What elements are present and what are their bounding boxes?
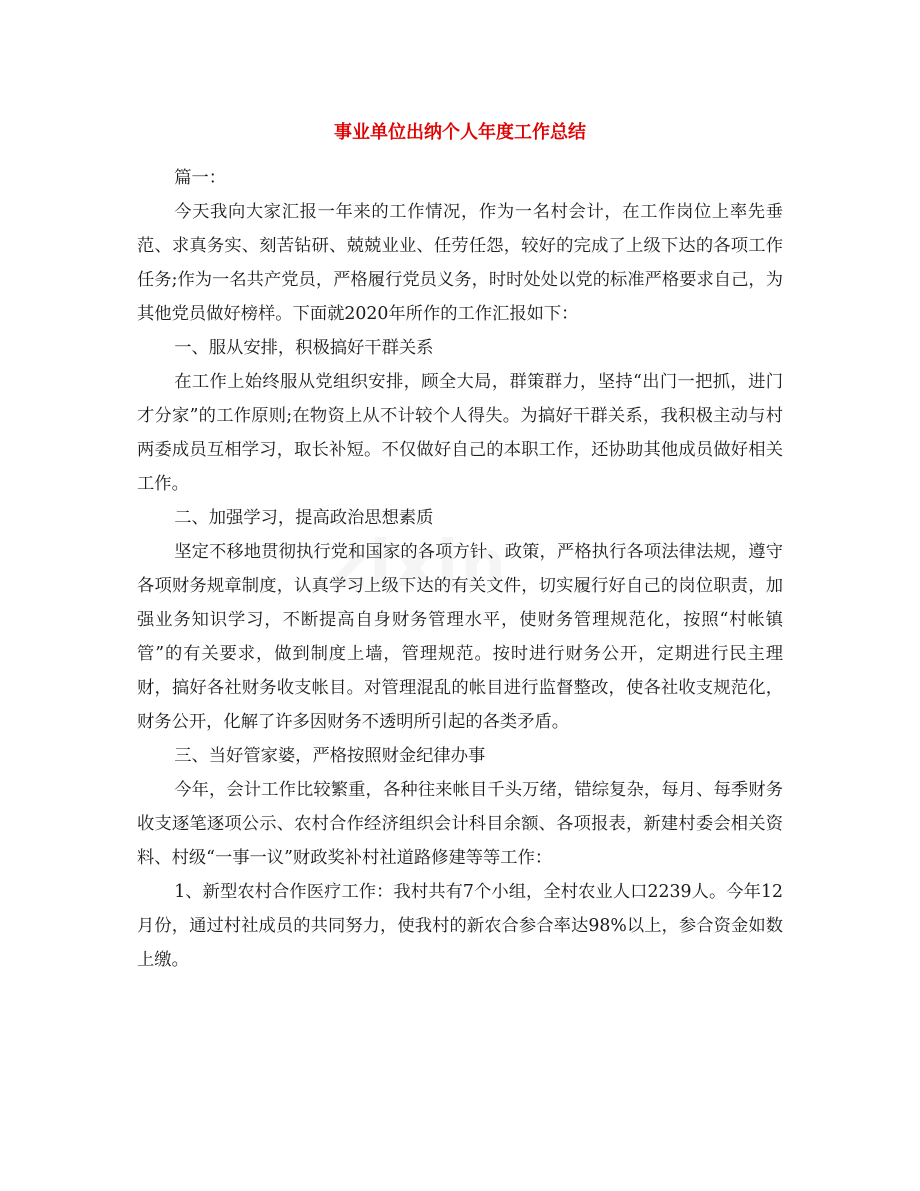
section-heading-3: 三、当好管家婆，严格按照财金纪律办事 [174, 746, 486, 766]
paragraph-section-1: 在工作上始终服从党组织安排，顾全大局，群策群力，坚持“出门一把抓，进门才分家”的工作原则;在物资上从不计较个人得失。为搞好干群关系，我积极主动与村两委成员互相学习，取长补短。不仅做好自己的本职工作，还协助其他成员做好相关工作。 [137, 372, 783, 494]
paragraph-heading-part-one: 篇一： [174, 168, 227, 188]
document-title: 事业单位出纳个人年度工作总结 [334, 122, 586, 143]
document-body [137, 161, 783, 977]
section-heading-2: 二、加强学习，提高政治思想素质 [174, 508, 434, 528]
paragraph-section-3: 今年，会计工作比较繁重，各种往来帐目千头万绪，错综复杂，每月、每季财务收支逐笔逐项公示、农村合作经济组织会计科目余额、各项报表，新建村委会相关资料、村级“一事一议”财政奖补村社道路修建等等工作： [137, 780, 783, 868]
section-heading-1: 一、服从安排，积极搞好干群关系 [174, 338, 434, 358]
paragraph-item-1: 1、新型农村合作医疗工作：我村共有7个小组，全村农业人口2239人。今年12月份，通过村社成员的共同努力，使我村的新农合参合率达98%以上，参合资金如数上缴。 [137, 882, 783, 970]
paragraph-intro: 今天我向大家汇报一年来的工作情况，作为一名村会计，在工作岗位上率先垂范、求真务实、刻苦钻研、兢兢业业、任劳任怨，较好的完成了上级下达的各项工作任务;作为一名共产党员，严格履行党员义务，时时处处以党的标准严格要求自己，为其他党员做好榜样。下面就2020年所作的工作汇报如下： [137, 202, 783, 324]
watermark: zixin [330, 528, 508, 602]
paragraph-section-2: 坚定不移地贯彻执行党和国家的各项方针、政策，严格执行各项法律法规，遵守各项财务规章制度，认真学习上级下达的有关文件，切实履行好自己的岗位职责，加强业务知识学习，不断提高自身财务管理水平，使财务管理规范化，按照“村帐镇管”的有关要求，做到制度上墙，管理规范。按时进行财务公开，定期进行民主理财，搞好各社财务收支帐目。对管理混乱的帐目进行监督整改，使各社收支规范化，财务公开，化解了许多因财务不透明所引起的各类矛盾。 [137, 542, 783, 732]
